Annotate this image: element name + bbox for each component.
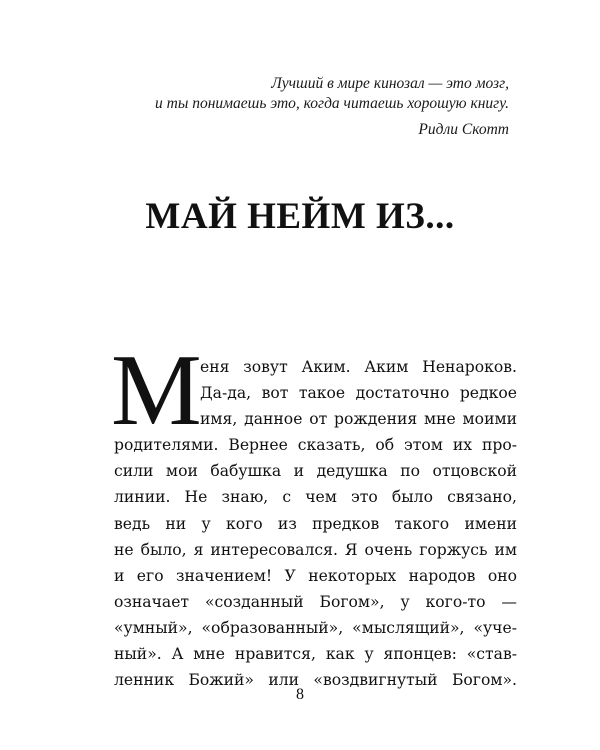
epigraph-author: Ридли Скотт bbox=[418, 121, 509, 138]
text-line: и его значением! У некоторых народов оно bbox=[114, 566, 517, 585]
text-line: ленник Божий» или «воздвигнутый Богом». bbox=[114, 671, 517, 690]
text-line: родителями. Вернее сказать, об этом их про- bbox=[114, 436, 517, 455]
text-line: сили мои бабушка и дедушка по отцовской bbox=[114, 462, 517, 481]
text-line: означает «созданный Богом», у кого-то — bbox=[114, 592, 517, 611]
text-line: ный». А мне нравится, как у японцев: «став- bbox=[114, 645, 517, 664]
text-line: не было, я интересовался. Я очень горжусь им bbox=[114, 540, 517, 559]
epigraph-line-1: Лучший в мире кинозал — это мозг, bbox=[271, 75, 509, 92]
text-line: еня зовут Аким. Аким Ненароков. bbox=[200, 358, 517, 376]
text-line: ведь ни у кого из предков такого имени bbox=[114, 514, 517, 533]
page-number: 8 bbox=[296, 686, 304, 703]
text-line: имя, данное от рождения мне моими bbox=[200, 410, 517, 429]
text-line: «умный», «образованный», «мыслящий», «уче- bbox=[114, 618, 517, 637]
epigraph bbox=[155, 74, 509, 140]
epigraph-line-2: и ты понимаешь это, когда читаешь хорошую книгу. bbox=[155, 95, 509, 112]
body-paragraph bbox=[111, 334, 517, 693]
drop-cap: М bbox=[111, 334, 202, 447]
text-line: Да-да, вот такое достаточно редкое bbox=[200, 384, 517, 403]
chapter-title: МАЙ НЕЙМ ИЗ... bbox=[145, 196, 455, 237]
text-line: линии. Не знаю, с чем это было связано, bbox=[114, 488, 517, 507]
